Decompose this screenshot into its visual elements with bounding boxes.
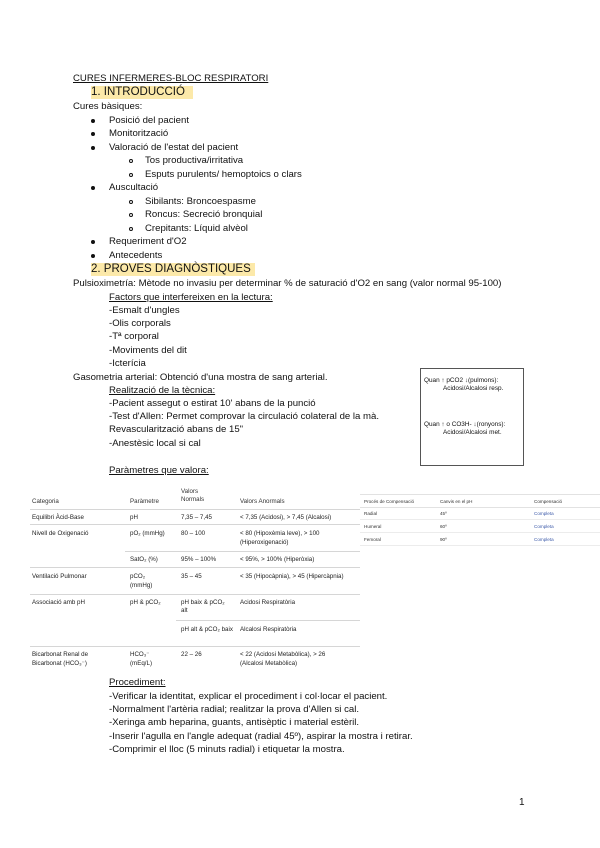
- table-cell: pH baix & pCO₂ alt: [181, 599, 225, 614]
- table-cell: (Hiperoxigenació): [240, 539, 289, 546]
- table-cell: pH & pCO₂: [130, 599, 161, 606]
- sub-bullet-icon: [129, 159, 133, 163]
- table-cell: HCO₃⁻: [130, 651, 150, 658]
- tecnica-item: -Pacient assegut o estirat 10' abans de la punció: [109, 398, 316, 409]
- table-cell: pO₂ (mmHg): [130, 530, 165, 537]
- table-cell: Bicarbonat Renal de: [32, 651, 89, 658]
- box-line: Quan ↑ pCO2 ↓(pulmons):: [424, 377, 499, 384]
- table-cell: < 80 (Hipoxèmia leve), > 100: [240, 530, 320, 537]
- table-cell: pH alt & pCO₂ baix: [181, 626, 233, 633]
- table-header: Categoria: [32, 498, 59, 505]
- pulsioximetria-text: : Mètode no invasiu per determinar % de saturació d'O2 en sang (valor normal 95-100): [133, 278, 502, 289]
- sub-list-item: Sibilants: Broncoespasme: [145, 196, 256, 207]
- procediment-item: -Inserir l'agulla en l'angle adequat (radial 45º), aspirar la mostra i retirar.: [109, 731, 413, 742]
- sub-list-item: Crepitants: Líquid alvèol: [145, 223, 248, 234]
- procediment-heading: Procediment:: [109, 677, 166, 688]
- table-divider: [30, 646, 360, 647]
- page-number: 1: [519, 797, 525, 808]
- box-line: Quan ↑ o CO3H- ↓(ronyons):: [424, 421, 506, 428]
- bullet-icon: [91, 254, 95, 258]
- table-divider: [30, 594, 360, 595]
- table-cell: 7,35 – 7,45: [181, 514, 212, 521]
- table-cell: SatO₂ (%): [130, 556, 158, 563]
- bullet-icon: [91, 132, 95, 136]
- bullet-icon: [91, 146, 95, 150]
- table-header: Valors Anormals: [240, 498, 285, 505]
- gasometria-label: Gasometria arterial: [73, 372, 155, 383]
- table-cell: Nivell de Oxigenació: [32, 530, 89, 537]
- procediment-item: -Comprimir el lloc (5 minuts radial) i etiquetar la mostra.: [109, 744, 345, 755]
- factor-item: -Tª corporal: [109, 331, 159, 342]
- tecnica-item: -Test d'Allen: Permet comprovar la circulació colateral de la mà.: [109, 411, 380, 422]
- table-cell: 80 – 100: [181, 530, 206, 537]
- compensation-box: [420, 368, 524, 466]
- sub-bullet-icon: [129, 227, 133, 231]
- table-cell: pH: [130, 514, 138, 521]
- factor-item: -Moviments del dit: [109, 345, 187, 356]
- sub-list-item: Tos productiva/irritativa: [145, 155, 244, 166]
- box-line: Acidosi/Alcalosi met.: [443, 429, 502, 436]
- table-divider: [360, 545, 600, 546]
- list-item: Monitorització: [109, 128, 169, 139]
- box-line: Acidosi/Alcalosi resp.: [443, 385, 504, 392]
- gasometria-text: : Obtenció d'una mostra de sang arterial.: [154, 372, 328, 383]
- table-cell: 95% – 100%: [181, 556, 217, 563]
- bullet-icon: [91, 119, 95, 123]
- table-cell: 22 – 26: [181, 651, 202, 658]
- section-heading-proves: 2. PROVES DIAGNÒSTIQUES: [91, 263, 255, 276]
- table-cell: 45º: [440, 511, 447, 516]
- cures-basiques-label: Cures bàsiques:: [73, 101, 143, 112]
- table-cell: Completa: [534, 511, 554, 516]
- gasometria-paragraph: [73, 372, 328, 384]
- tecnica-item: -Anestèsic local si cal: [109, 438, 201, 449]
- table-header: Procés de Compensació: [364, 499, 415, 504]
- table-cell: < 22 (Acidosi Metabòlica), > 26: [240, 651, 326, 658]
- table-cell: 35 – 45: [181, 573, 202, 580]
- pulsioximetria-paragraph: [73, 278, 501, 290]
- table-cell: Humeral: [364, 524, 382, 529]
- table-divider: [30, 509, 360, 510]
- procediment-item: -Verificar la identitat, explicar el procediment i col·locar el pacient.: [109, 691, 388, 702]
- table-cell: Bicarbonat (HCO₃⁻): [32, 660, 87, 667]
- table-divider: [125, 551, 360, 552]
- list-item: Valoració de l'estat del pacient: [109, 142, 239, 153]
- table-cell: Radial: [364, 511, 378, 516]
- table-cell: < 95%, > 100% (Hiperòxia): [240, 556, 315, 563]
- table-cell: pCO₂: [130, 573, 146, 580]
- factors-heading: Factors que interfereixen en la lectura:: [109, 292, 273, 303]
- factor-item: -Icterícia: [109, 358, 146, 369]
- table-cell: Ventilació Pulmonar: [32, 573, 87, 580]
- procediment-item: -Xeringa amb heparina, guants, antisèptic i material estèril.: [109, 717, 360, 728]
- pulsioximetria-label: Pulsioximetría: [73, 278, 134, 289]
- tecnica-heading: Realització de la tècnica:: [109, 385, 216, 396]
- factor-item: -Olis corporals: [109, 318, 171, 329]
- table-divider: [360, 494, 600, 495]
- table-header: Valors Normals: [181, 488, 205, 503]
- table-cell: < 35 (Hipocàpnia), > 45 (Hipercàpnia): [240, 573, 344, 580]
- sub-list-item: Roncus: Secreció bronquial: [145, 209, 263, 220]
- table-cell: 60º: [440, 524, 447, 529]
- table-cell: Completa: [534, 537, 554, 542]
- table-cell: Completa: [534, 524, 554, 529]
- document-title: CURES INFERMERES-BLOC RESPIRATORI: [73, 73, 269, 84]
- table-cell: Acidosi Respiratòria: [240, 599, 296, 606]
- procediment-item: -Normalment l'artèria radial; realitzar la prova d'Allen si cal.: [109, 704, 359, 715]
- table-divider: [360, 507, 600, 508]
- bullet-icon: [91, 186, 95, 190]
- table-cell: (Alcalosi Metabòlica): [240, 660, 298, 667]
- table-divider: [30, 524, 360, 525]
- table-header: Paràmetre: [130, 498, 159, 505]
- table-cell: (mEq/L): [130, 660, 153, 667]
- section-heading-introduccio: 1. INTRODUCCIÓ: [91, 86, 193, 99]
- table-cell: Femoral: [364, 537, 381, 542]
- list-item: Requeriment d'O2: [109, 236, 187, 247]
- table-divider: [360, 519, 600, 520]
- table-cell: Alcalosi Respiratòria: [240, 626, 297, 633]
- table-header: Compensació: [534, 499, 563, 504]
- tecnica-item: Revascularització abans de 15": [109, 424, 244, 435]
- list-item: Posició del pacient: [109, 115, 189, 126]
- bullet-icon: [91, 240, 95, 244]
- table-divider: [30, 567, 360, 568]
- parametres-heading: Paràmetres que valora:: [109, 465, 209, 476]
- sub-bullet-icon: [129, 173, 133, 177]
- table-divider: [360, 532, 600, 533]
- sub-bullet-icon: [129, 200, 133, 204]
- sub-list-item: Esputs purulents/ hemoptoics o clars: [145, 169, 302, 180]
- table-cell: (mmHg): [130, 582, 153, 589]
- table-header: Canvis en el pH: [440, 499, 473, 504]
- factor-item: -Esmalt d'ungles: [109, 305, 180, 316]
- sub-bullet-icon: [129, 213, 133, 217]
- table-cell: Associació amb pH: [32, 599, 85, 606]
- table-cell: Equilibri Àcid-Base: [32, 514, 84, 521]
- table-cell: < 7,35 (Acidosi), > 7,45 (Alcalosi): [240, 514, 332, 521]
- table-cell: 90º: [440, 537, 447, 542]
- list-item: Auscultació: [109, 182, 159, 193]
- table-divider: [176, 620, 360, 621]
- list-item: Antecedents: [109, 250, 163, 261]
